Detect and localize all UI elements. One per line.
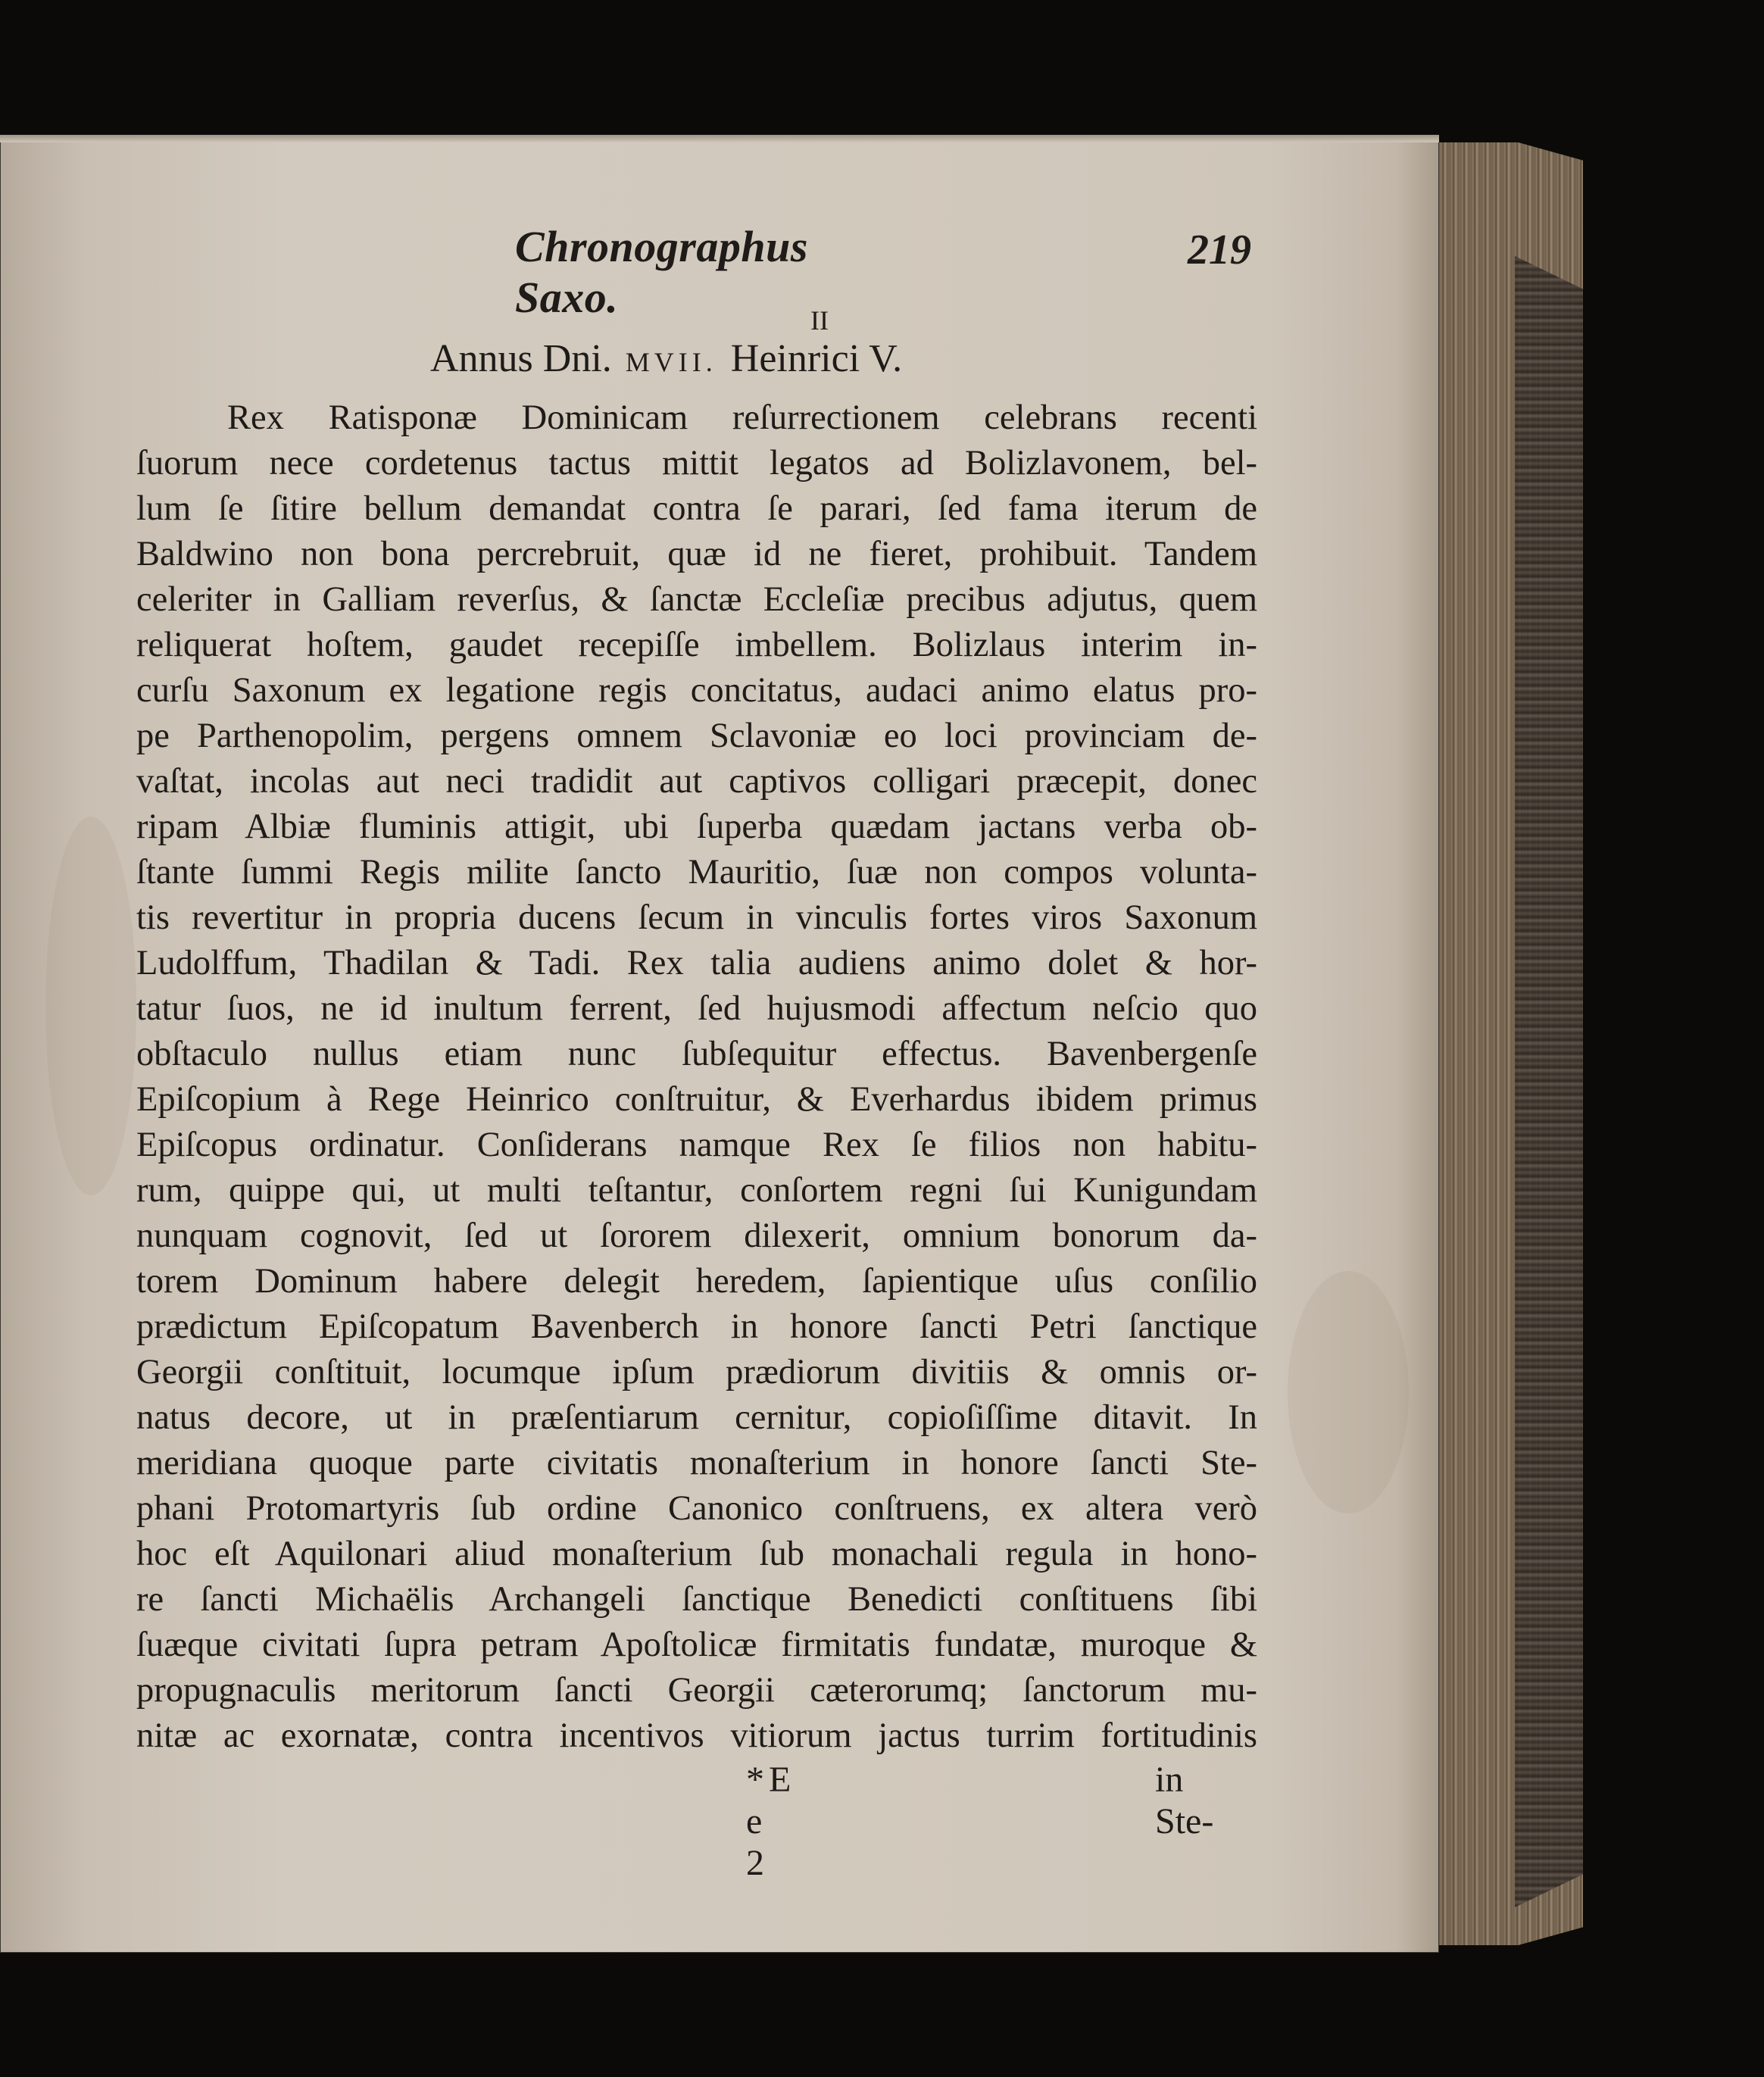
body-line: tatur ſuos, ne id inultum ferrent, ſed hujusmodi affectum neſcio quo [136,989,1257,1028]
paper-stain [1288,1271,1409,1513]
body-line: curſu Saxonum ex legatione regis concitatus, audaci animo elatus pro- [136,671,1257,710]
body-line: Epiſcopium à Rege Heinrico conſtruitur, & Everhardus ibidem primus [136,1080,1257,1119]
year-heading [430,336,902,381]
body-line: vaſtat, incolas aut neci tradidit aut captivos colligari præcepit, donec [136,762,1257,801]
body-line: lum ſe ſitire bellum demandat contra ſe parari, ſed fama iterum de [136,489,1257,528]
body-line: celeriter in Galliam reverſus, & ſanctæ Eccleſiæ precibus adjutus, quem [136,580,1257,619]
signature-mark: II [810,305,829,336]
body-line: Epiſcopus ordinatur. Conſiderans namque Rex ſe filios non habitu- [136,1126,1257,1164]
body-line: phani Protomartyris ſub ordine Canonico conſtruens, ex altera verò [136,1489,1257,1528]
body-line: Georgii conſtituit, locumque ipſum prædiorum divitiis & omnis or- [136,1353,1257,1391]
year-heading-year: MVII. [625,347,717,377]
body-line: Ludolffum, Thadilan & Tadi. Rex talia audiens animo dolet & hor- [136,944,1257,982]
body-line: obſtaculo nullus etiam nunc ſubſequitur effectus. Bavenbergenſe [136,1035,1257,1073]
body-line: ſuæque civitati ſupra petram Apoſtolicæ firmitatis fundatæ, muroque & [136,1626,1257,1664]
body-line: ripam Albiæ fluminis attigit, ubi ſuperba quædam jactans verba ob- [136,807,1257,846]
catchword: in Ste- [1155,1760,1214,1841]
body-line: prædictum Epiſcopatum Bavenberch in honore ſancti Petri ſanctique [136,1307,1257,1346]
body-line: pe Parthenopolim, pergens omnem Sclavoniæ eo loci provinciam de- [136,717,1257,755]
year-heading-prefix: Annus Dni. [430,337,612,380]
body-line: rum, quippe qui, ut multi teſtantur, conſortem regni ſui Kunigundam [136,1171,1257,1210]
book-cover-edge [1515,256,1583,1907]
body-line: re ſancti Michaëlis Archangeli ſanctique Benedicti conſtituens ſibi [136,1580,1257,1619]
running-title: Chronographus Saxo. [515,222,808,322]
body-line: natus decore, ut in præſentiarum cernitur, copioſiſſime ditavit. In [136,1398,1257,1437]
body-line: ſtante ſummi Regis milite ſancto Mauritio, ſuæ non compos volunta- [136,853,1257,892]
footer-signature: *E e 2 [746,1760,796,1883]
page-top-edge [0,135,1439,142]
body-line: nitæ ac exornatæ, contra incentivos vitiorum jactus turrim fortitudinis [136,1716,1257,1755]
body-line: hoc eſt Aquilonari aliud monaſterium ſub monachali regula in hono- [136,1535,1257,1573]
page-number: 219 [1188,226,1251,273]
body-line: nunquam cognovit, ſed ut ſororem dilexerit, omnium bonorum da- [136,1217,1257,1255]
body-line: Baldwino non bona percrebruit, quæ id ne fieret, prohibuit. Tandem [136,535,1257,573]
body-line: meridiana quoque parte civitatis monaſterium in honore ſancti Ste- [136,1444,1257,1482]
body-line: Rex Ratisponæ Dominicam reſurrectionem celebrans recenti [227,398,1257,437]
body-line: ſuorum nece cordetenus tactus mittit legatos ad Bolizlavonem, bel- [136,444,1257,483]
year-heading-suffix: Heinrici V. [730,337,903,380]
body-line: torem Dominum habere delegit heredem, ſapientique uſus conſilio [136,1262,1257,1301]
body-line: reliquerat hoſtem, gaudet recepiſſe imbellem. Bolizlaus interim in- [136,626,1257,664]
body-line: tis revertitur in propria ducens ſecum in vinculis fortes viros Saxonum [136,898,1257,937]
body-line: propugnaculis meritorum ſancti Georgii cæterorumq; ſanctorum mu- [136,1671,1257,1710]
paper-stain [45,817,136,1195]
